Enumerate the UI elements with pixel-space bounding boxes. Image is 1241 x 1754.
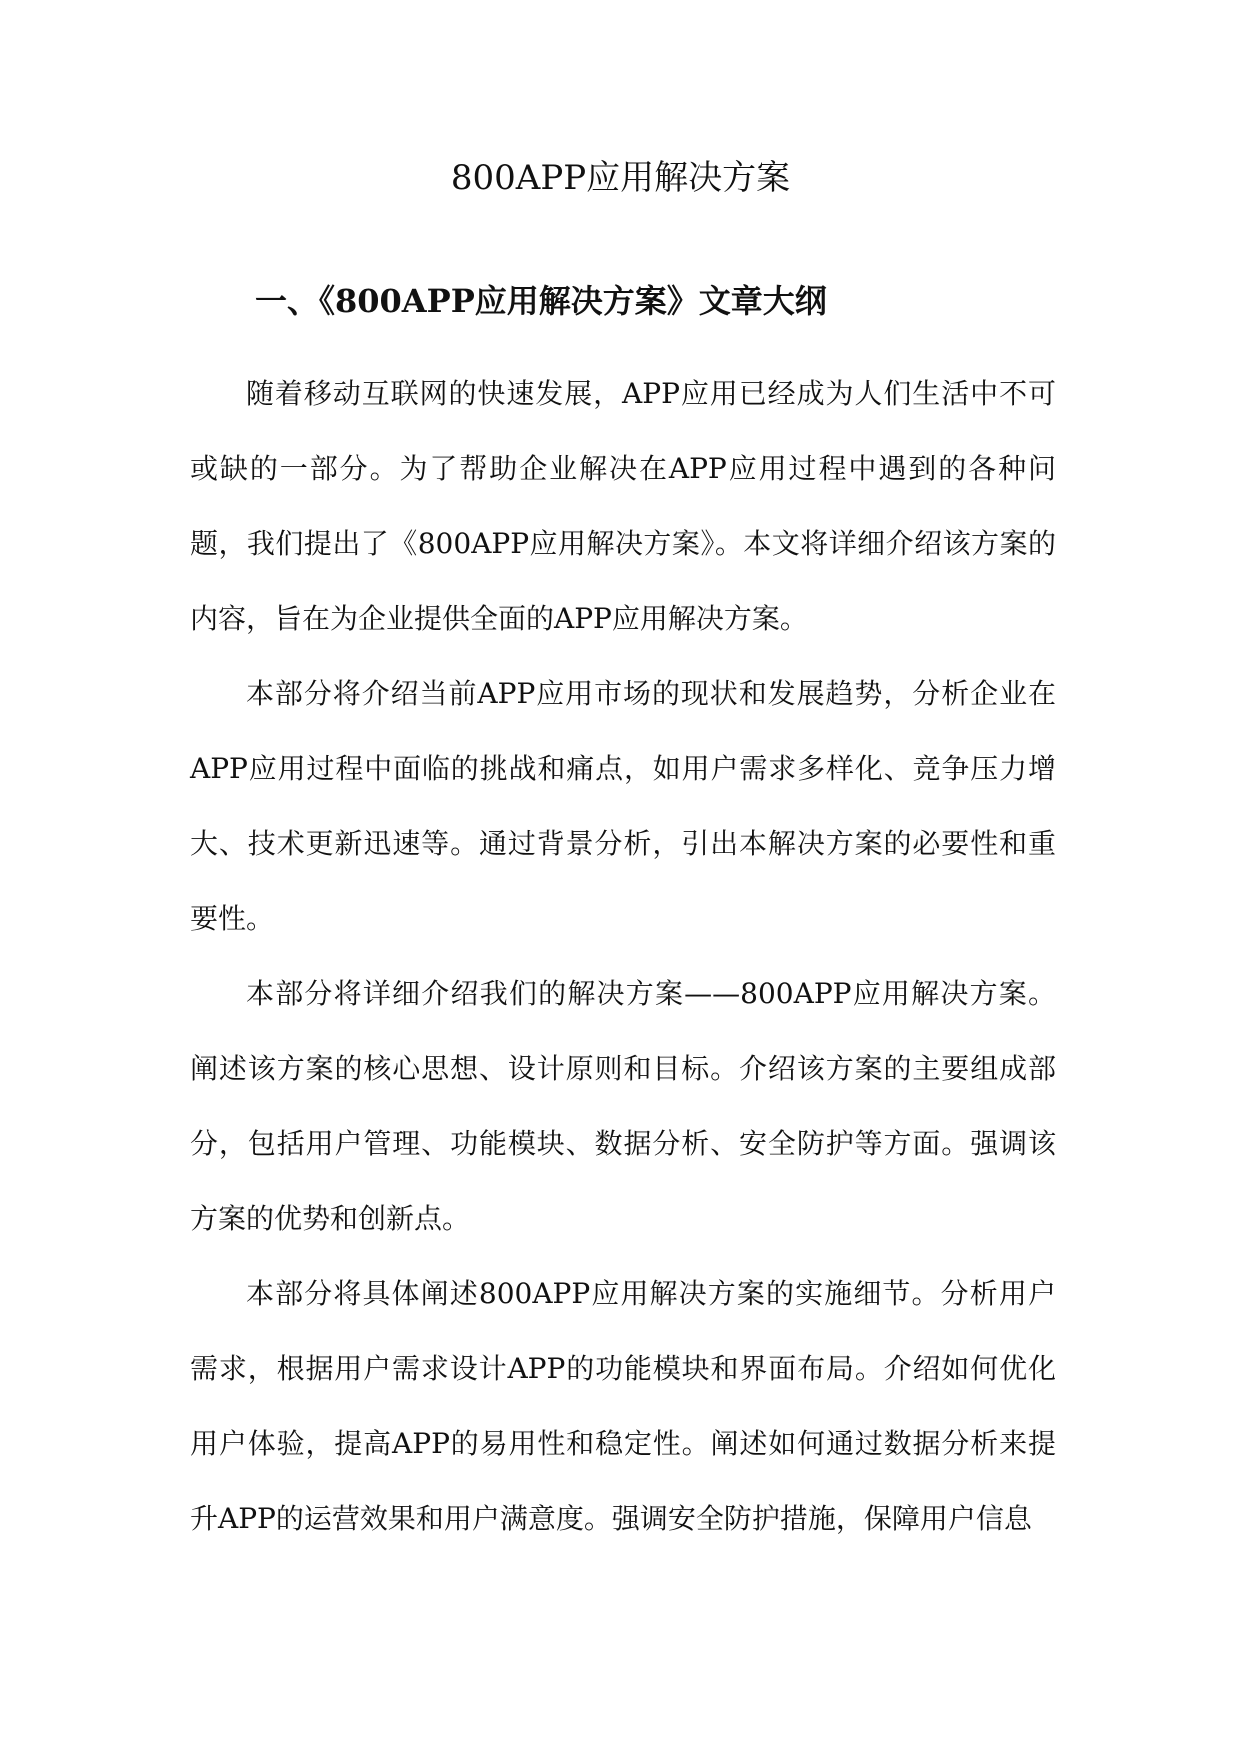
paragraph-intro: 随着移动互联网的快速发展，APP应用已经成为人们生活中不可或缺的一部分。为了帮助企业解决在APP应用过程中遇到的各种问题，我们提出了《800APP应用解决方案》。本文将详细介绍该方案的内容，旨在为企业提供全面的APP应用解决方案。 bbox=[190, 377, 1056, 635]
paragraph-background: 本部分将介绍当前APP应用市场的现状和发展趋势，分析企业在APP应用过程中面临的挑战和痛点，如用户需求多样化、竞争压力增大、技术更新迅速等。通过背景分析，引出本解决方案的必要性和重要性。 bbox=[190, 677, 1056, 935]
paragraph-solution-overview: 本部分将详细介绍我们的解决方案——800APP应用解决方案。阐述该方案的核心思想、设计原则和目标。介绍该方案的主要组成部分，包括用户管理、功能模块、数据分析、安全防护等方面。强调该方案的优势和创新点。 bbox=[190, 977, 1056, 1235]
section-heading: 一、《800APP应用解决方案》文章大纲 bbox=[255, 282, 827, 320]
document-title: 800APP应用解决方案 bbox=[450, 158, 791, 198]
paragraph-implementation: 本部分将具体阐述800APP应用解决方案的实施细节。分析用户需求，根据用户需求设计APP的功能模块和界面布局。介绍如何优化用户体验，提高APP的易用性和稳定性。阐述如何通过数据分析来提升APP的运营效果和用户满意度。强调安全防护措施，保障用户信息 bbox=[190, 1277, 1056, 1535]
document-body bbox=[190, 356, 1056, 1556]
